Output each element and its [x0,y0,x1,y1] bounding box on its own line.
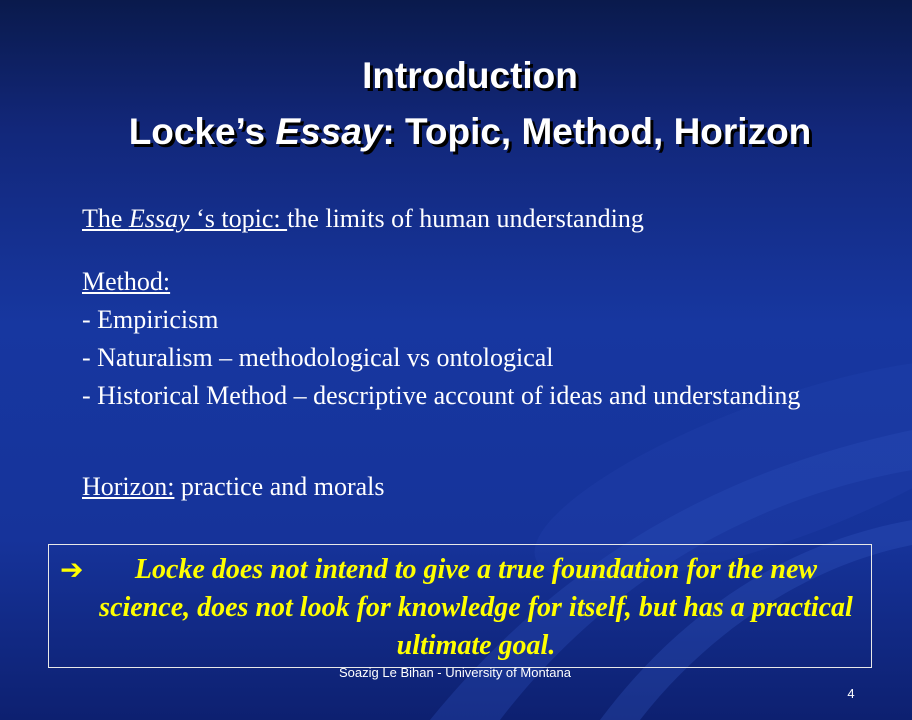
slide-title [40,48,900,160]
title-line-2 [40,104,900,160]
horizon-label: Horizon: [82,472,175,501]
conclusion-text: Locke does not intend to give a true foundation for the new science, does not look for knowledge for itself, but has a practical ultimate goal. [99,554,853,661]
title-line-2-prefix: Locke’s [128,111,276,152]
method-item: - Historical Method – descriptive account of ideas and understanding [82,381,801,410]
topic-label-the: The [82,204,129,233]
method-item: - Naturalism – methodological vs ontological [82,343,554,372]
topic-text: the limits of human understanding [287,204,644,233]
title-line-2-suffix: : Topic, Method, Horizon [382,111,812,152]
arrow-icon: ➔ [60,553,84,586]
topic-label-essay: Essay [128,204,190,233]
topic-label [82,204,287,233]
page-number: 4 [847,686,855,701]
method-block [82,263,802,415]
horizon-text: practice and morals [174,472,385,501]
footer-author: Soazig Le Bihan - University of Montana [339,665,571,680]
horizon-line [82,468,782,506]
title-essay: Essay [275,111,383,152]
topic-label-suffix: ‘s topic: [189,204,288,233]
method-item: - Empiricism [82,305,219,334]
title-line-1: Introduction [362,55,578,96]
method-heading: Method: [82,267,171,296]
topic-line [82,200,882,238]
